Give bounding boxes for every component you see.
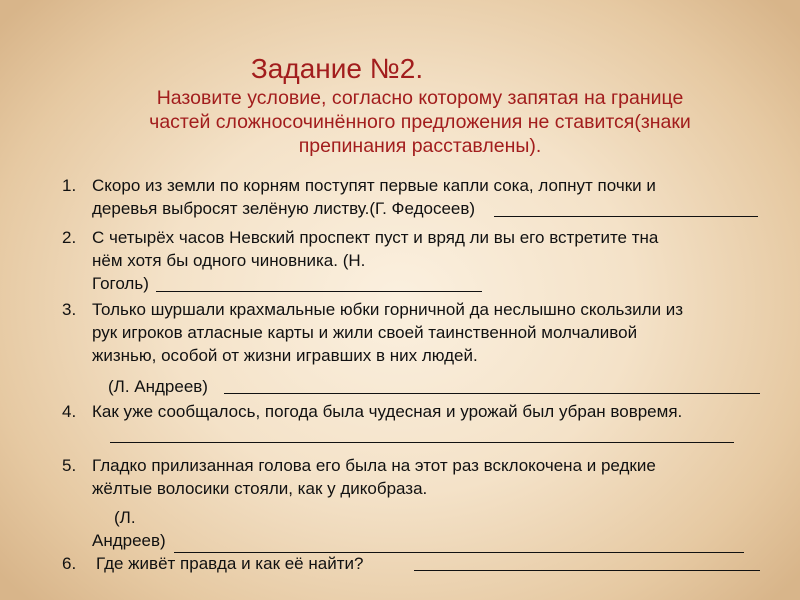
task-text xyxy=(92,226,772,295)
task-text xyxy=(96,552,776,575)
answer-blank[interactable] xyxy=(110,442,734,443)
answer-blank[interactable] xyxy=(224,393,760,394)
task-number: 4. xyxy=(62,402,77,421)
task-line: С четырёх часов Невский проспект пуст и вряд ли вы его встретите тна xyxy=(92,228,659,247)
task-line: Скоро из земли по корням поступят первые капли сока, лопнут почки и xyxy=(92,176,656,195)
task-instruction xyxy=(100,86,740,158)
task-text xyxy=(92,454,772,552)
task-line: Гоголь) xyxy=(92,274,149,293)
title-block xyxy=(100,52,740,158)
instruction-line: препинания расставлены). xyxy=(298,135,542,157)
task-line: Где живёт правда и как её найти? xyxy=(96,554,364,573)
task-line: (Л. Андреев) xyxy=(108,377,208,396)
task-line: Только шуршали крахмальные юбки горничной да неслышно скользили из xyxy=(92,300,684,319)
task-line: жёлтые волосики стояли, как у дикобраза. xyxy=(92,479,428,498)
page-title: Задание №2. xyxy=(250,53,424,84)
task-line: Гладко прилизанная голова его была на этот раз всклокочена и редкие xyxy=(92,456,656,475)
task-number: 6. xyxy=(62,554,77,573)
answer-blank[interactable] xyxy=(156,291,482,292)
task-line: деревья выбросят зелёную листву.(Г. Федосеев) xyxy=(92,199,476,218)
task-line: Как уже сообщалось, погода была чудесная и урожай был убран вовремя. xyxy=(92,402,683,421)
answer-blank[interactable] xyxy=(414,570,760,571)
task-text xyxy=(92,174,772,220)
task-number: 3. xyxy=(62,300,77,319)
answer-blank[interactable] xyxy=(494,216,758,217)
task-line: (Л. xyxy=(114,508,136,527)
task-number: 5. xyxy=(62,456,77,475)
instruction-line: частей сложносочинённого предложения не ставится(знаки xyxy=(149,111,691,133)
task-number: 2. xyxy=(62,228,77,247)
task-line: нём хотя бы одного чиновника. (Н. xyxy=(92,251,366,270)
task-text xyxy=(92,298,772,398)
task-number: 1. xyxy=(62,176,77,195)
task-line: рук игроков атласные карты и жили своей таинственной молчаливой xyxy=(92,323,638,342)
task-line: жизнью, особой от жизни игравших в них людей. xyxy=(92,346,478,365)
task-line: Андреев) xyxy=(92,531,166,550)
task-text xyxy=(92,400,772,423)
instruction-line: Назовите условие, согласно которому запятая на границе xyxy=(156,87,684,109)
